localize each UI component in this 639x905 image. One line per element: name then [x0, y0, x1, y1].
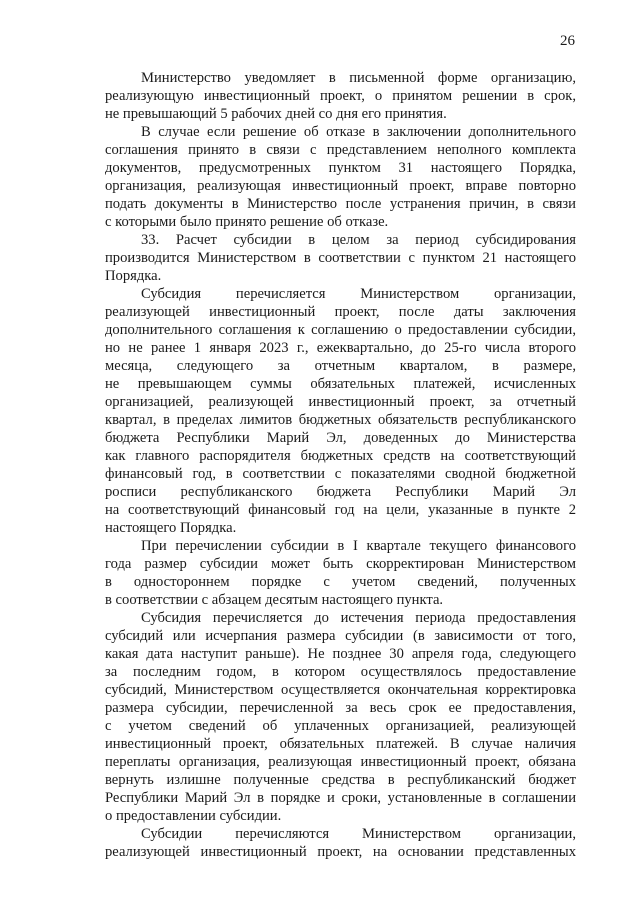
text-line: инвестиционный проект, обязательных платежей. В случае наличия	[105, 736, 576, 752]
text-line: размера субсидии, перечисленной за весь срок ее предоставления,	[105, 700, 576, 716]
paragraph	[105, 285, 576, 537]
text-line: дополнительного соглашения к соглашению о предоставлении субсидии,	[105, 322, 576, 338]
text-line: какая дата наступит раньше). Не позднее 30 апреля года, следующего	[105, 646, 576, 662]
paragraph	[105, 609, 576, 825]
text-line: финансовый год, в соответствии с показателями сводной бюджетной	[105, 466, 576, 482]
text-line: месяца, следующего за отчетным кварталом, в размере,	[105, 358, 576, 374]
text-line: Порядка.	[105, 268, 162, 284]
text-line: реализующую инвестиционный проект, о принятом решении в срок,	[105, 88, 576, 104]
text-line: Субсидия перечисляется Министерством организации,	[141, 286, 576, 302]
text-line: на соответствующий финансовый год на цели, указанные в пункте 2	[105, 502, 576, 518]
text-line: Субсидия перечисляется до истечения периода предоставления	[141, 610, 576, 626]
paragraph	[105, 825, 576, 861]
text-line: квартал, в пределах лимитов бюджетных обязательств республиканского	[105, 412, 576, 428]
page-number: 26	[560, 33, 575, 49]
text-line: в одностороннем порядке с учетом сведений, полученных	[105, 574, 576, 590]
paragraph	[105, 123, 576, 231]
text-line: с учетом сведений об уплаченных организацией, реализующей	[105, 718, 576, 734]
text-line: с которыми было принято решение об отказе.	[105, 214, 389, 230]
text-line: в соответствии с абзацем десятым настоящего пункта.	[105, 592, 444, 608]
text-line: бюджета Республики Марий Эл, доведенных до Министерства	[105, 430, 576, 446]
text-line: года размер субсидии может быть скорректирован Министерством	[105, 556, 576, 572]
paragraph	[105, 69, 576, 123]
text-line: организация, реализующая инвестиционный проект, вправе повторно	[105, 178, 576, 194]
text-line: не превышающий 5 рабочих дней со дня его принятия.	[105, 106, 447, 122]
text-line: Республики Марий Эл в порядке и сроки, установленные в соглашении	[105, 790, 576, 806]
text-line: реализующей инвестиционный проект, на основании представленных	[105, 844, 576, 860]
document-body	[105, 69, 576, 861]
paragraph	[105, 231, 576, 285]
text-line: подать документы в Министерство после устранения причин, в связи	[105, 196, 576, 212]
text-line: субсидий, Министерством осуществляется окончательная корректировка	[105, 682, 576, 698]
text-line: как главного распорядителя бюджетных средств на соответствующий	[105, 448, 576, 464]
text-line: Субсидии перечисляются Министерством организации,	[141, 826, 576, 842]
text-line: документов, предусмотренных пунктом 31 настоящего Порядка,	[105, 160, 576, 176]
text-line: росписи республиканского бюджета Республики Марий Эл	[105, 484, 576, 500]
text-line: реализующей инвестиционный проект, после даты заключения	[105, 304, 576, 320]
text-line: за последним годом, в котором осуществлялось предоставление	[105, 664, 576, 680]
text-line: настоящего Порядка.	[105, 520, 237, 536]
text-line: но не ранее 1 января 2023 г., ежеквартально, до 25-го числа второго	[105, 340, 576, 356]
text-line: организацией, реализующей инвестиционный проект, за отчетный	[105, 394, 576, 410]
paragraph	[105, 537, 576, 609]
text-line: переплаты организация, реализующая инвестиционный проект, обязана	[105, 754, 576, 770]
text-line: о предоставлении субсидии.	[105, 808, 282, 824]
text-line: вернуть излишне полученные средства в республиканский бюджет	[105, 772, 576, 788]
text-line: В случае если решение об отказе в заключении дополнительного	[141, 124, 576, 140]
text-line: При перечислении субсидии в I квартале текущего финансового	[141, 538, 576, 554]
text-line: 33. Расчет субсидии в целом за период субсидирования	[141, 232, 576, 248]
text-line: не превышающем суммы обязательных платежей, исчисленных	[105, 376, 576, 392]
text-line: соглашения принято в связи с представлением неполного комплекта	[105, 142, 576, 158]
text-line: Министерство уведомляет в письменной форме организацию,	[141, 70, 576, 86]
text-line: производится Министерством в соответствии с пунктом 21 настоящего	[105, 250, 576, 266]
text-line: субсидий или исчерпания размера субсидии (в зависимости от того,	[105, 628, 576, 644]
